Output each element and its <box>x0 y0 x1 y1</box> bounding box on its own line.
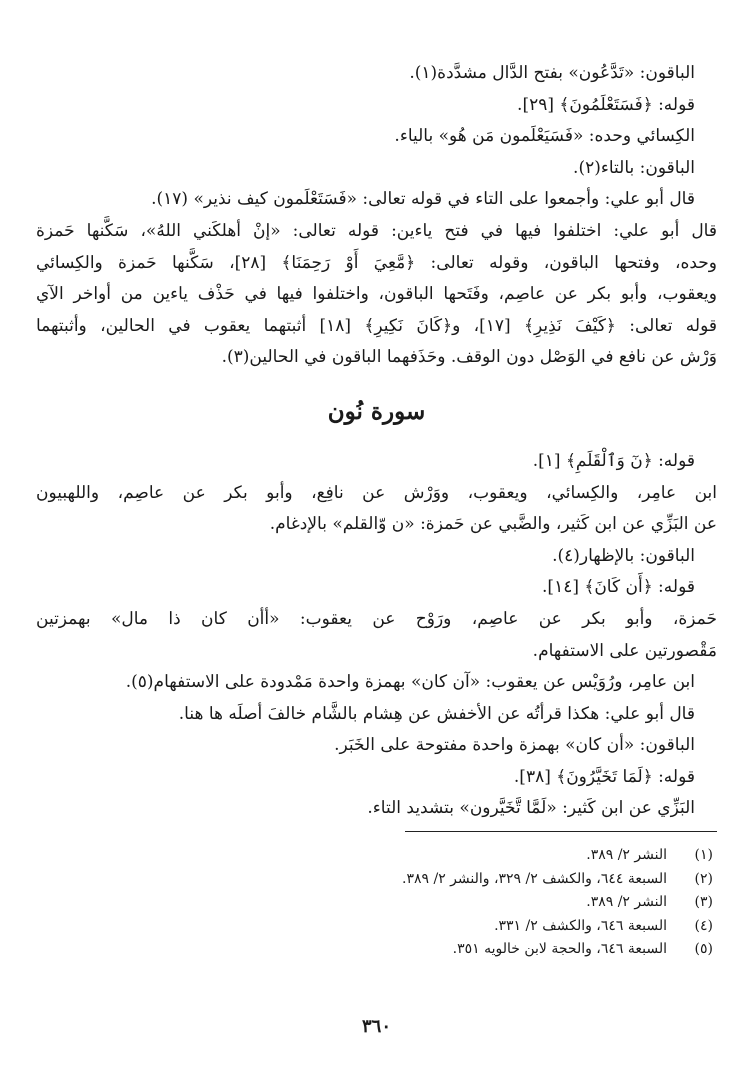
text-line: ابن عامِر، والكِسائي، ويعقوب، ووَرْش عن نافِع، وأبو بكر عن عاصِم، واللهبيون <box>36 482 717 503</box>
footnote-number: (٥) <box>694 941 713 958</box>
text-line: الباقون: «أن كان» بهمزة واحدة مفتوحة على الخَبَر. <box>334 735 695 756</box>
footnote-text: النشر ٢/ ٣٨٩. <box>586 894 667 911</box>
text-line: الباقون: بالتاء(٢). <box>573 157 695 178</box>
body-text-top <box>36 58 717 374</box>
footnotes <box>36 844 717 962</box>
text-line: قوله تعالى: ﴿كَيْفَ نَذِيرِ﴾ [١٧]، و﴿كَانَ نَكِيرِ﴾ [١٨] أثبتهما يعقوب في الحالين، وأثبتهما <box>36 315 717 336</box>
footnote-number: (٢) <box>694 870 713 887</box>
footnote-text: النشر ٢/ ٣٨٩. <box>586 847 667 864</box>
text-line: الكِسائي وحده: «فَسَيَعْلَمون مَن هُو» بالياء. <box>394 126 695 147</box>
text-line: ويعقوب، وأبو بكر عن عاصِم، وفَتَحها الباقون، واختلفوا فيها في حَذْف ياءين من أواخر الآي <box>36 284 717 305</box>
text-line: قال أبو علي: هكذا قرأتُه عن الأخفش عن هِشام بالشَّام خالفَ أصلَه ها هنا. <box>178 703 695 724</box>
footnote-number: (١) <box>694 847 713 864</box>
text-line: قوله: ﴿أَن كَانَ﴾ [١٤]. <box>542 577 695 598</box>
sura-title: سورة نُون <box>327 397 426 425</box>
text-line: الباقون: «تَدَّعُون» بفتح الدَّال مشدَّدة(١). <box>409 63 695 83</box>
text-line: قال أبو علي: اختلفوا فيها في فتح ياءين: قوله تعالى: «إنْ أهلكَني اللهُ»، سَكَّنها حَمزة <box>36 220 717 241</box>
footnote-separator <box>405 831 717 832</box>
body-text-bottom <box>36 446 717 825</box>
text-line: قوله: ﴿فَسَتَعْلَمُونَ﴾ [٢٩]. <box>517 94 695 115</box>
text-line: حَمزة، وأبو بكر عن عاصِم، ورَوْح عن يعقوب: «أأن كان ذا مال» بهمزتين <box>36 608 717 629</box>
footnote-text: السبعة ٦٤٤، والكشف ٢/ ٣٢٩، والنشر ٢/ ٣٨٩. <box>402 870 667 887</box>
text-line: ابن عامِر، ورُوَيْس عن يعقوب: «آن كان» بهمزة واحدة مَمْدودة على الاستفهام(٥). <box>125 672 695 693</box>
footnote <box>36 891 717 915</box>
text-line: قال أبو علي: وأجمعوا على التاء في قوله تعالى: «فَسَتَعْلَمون كيف نذير» (١٧). <box>151 189 695 210</box>
text-line: قوله: ﴿نٓ وَٱلْقَلَمِ﴾ [١]. <box>532 450 695 471</box>
footnote-number: (٣) <box>694 894 713 911</box>
footnote-text: السبعة ٦٤٦، والحجة لابن خالويه ٣٥١. <box>452 941 667 958</box>
text-line: الباقون: بالإظهار(٤). <box>552 545 695 566</box>
page <box>36 58 717 1086</box>
page-number: ٣٦٠ <box>361 1016 391 1037</box>
footnote <box>36 844 717 868</box>
text-line: وحده، وفتحها الباقون، وقوله تعالى: ﴿مَّعِيَ أَوْ رَحِمَنَا﴾ [٢٨]، سَكَّنها حَمزة والكِسائي <box>36 252 717 273</box>
text-line: عن البَزِّي عن ابن كَثير، والضَّبي عن حَمزة: «ن وّالقلم» بالإدغام. <box>269 514 717 535</box>
text-line: البَزِّي عن ابن كَثير: «لَمَّا تَّخَيَّرون» بتشديد التاء. <box>367 798 695 819</box>
footnote-text: السبعة ٦٤٦، والكشف ٢/ ٣٣١. <box>494 917 667 934</box>
footnote <box>36 938 717 962</box>
footnote <box>36 868 717 892</box>
footnote <box>36 915 717 939</box>
text-line: مَقْصورتين على الاستفهام. <box>532 640 717 661</box>
footnote-number: (٤) <box>694 917 713 934</box>
text-line: وَرْش عن نافع في الوَصْل دون الوقف. وحَذَفهما الباقون في الحالين(٣). <box>221 347 717 368</box>
text-line: قوله: ﴿لَمَا تَخَيَّرُونَ﴾ [٣٨]. <box>513 766 695 787</box>
